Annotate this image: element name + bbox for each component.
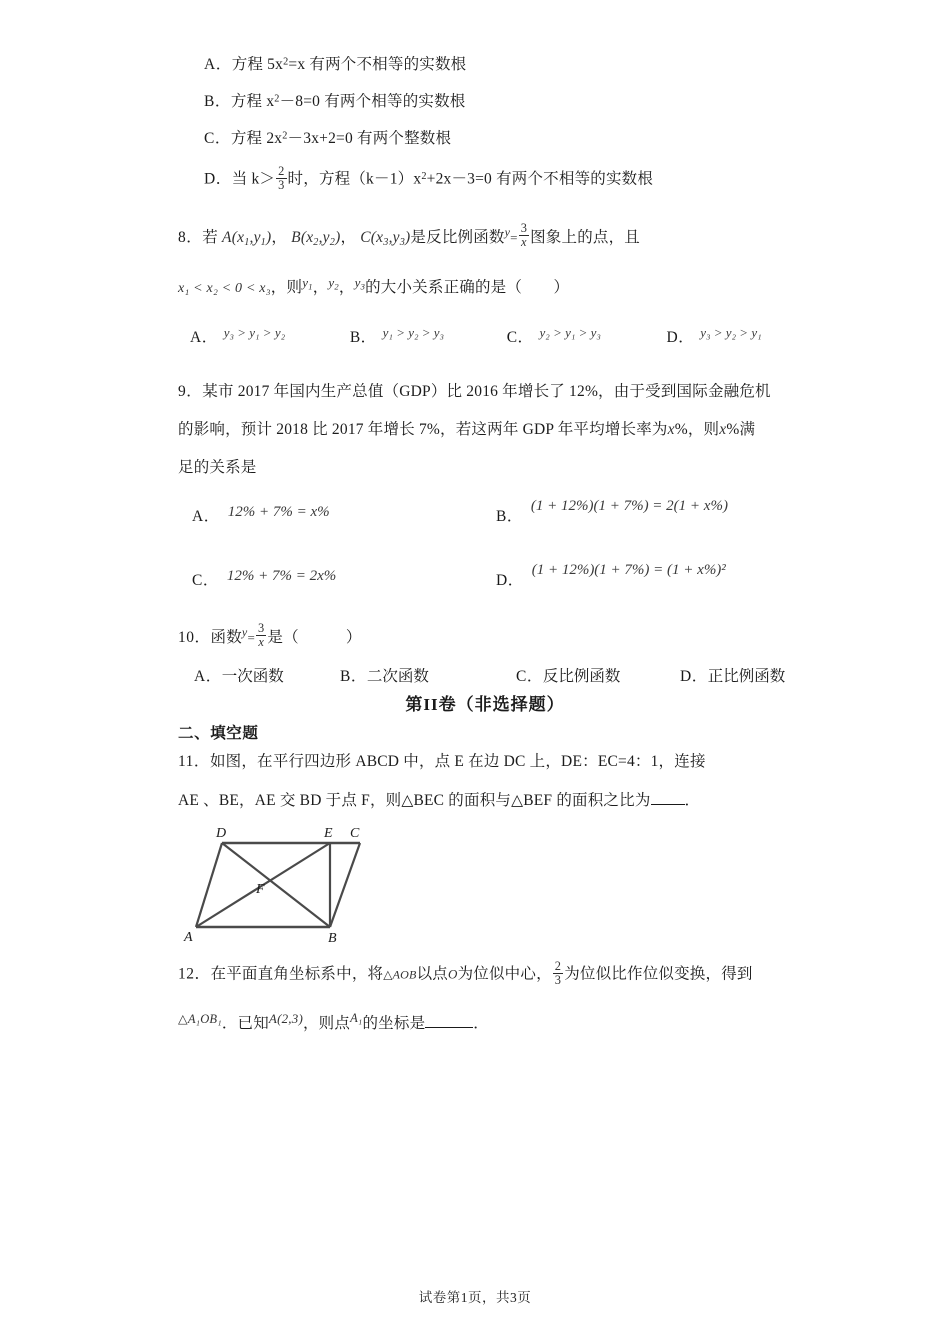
q10-function-equals: = [247,630,255,646]
q8-point-c-y-sub: 3 [399,236,406,248]
q8-point-a-y-sub: 1 [260,236,266,248]
q8-option-d-label: D． [666,328,695,346]
q7-option-c-label: C． [204,130,231,148]
q8-stem-line1: 8．若 $A(x_1,y_1)$， $B(x_2,y_2)$， $C(x_3,y_3)$是反比例函数$^y$= $\frac{3}{x}$ 图象上的点，且 [178,220,641,249]
q8-point-c-name: C [360,228,371,246]
section-fill-in-blank-title: 二、填空题 [178,725,259,743]
q8-option-a-label: A． [190,328,218,346]
q10-option-a[interactable] [194,664,340,686]
q12-answer-blank[interactable] [425,1027,473,1028]
volume-two-title: 第II卷（非选择题） [405,695,565,715]
q8-function-fraction [519,222,529,248]
q8-stem-text1: 若 [202,228,218,246]
q11-number: 11． [178,753,210,771]
q12-stem-text2d: ． [473,1015,489,1033]
q9-stem-line2 [178,417,792,442]
q7-option-c-text1: 方程 2x [230,130,283,148]
q10-option-b-text: 二次函数 [366,668,429,686]
q10-option-b[interactable] [340,664,516,686]
q12-stem-text2a: ．已知 [221,1015,269,1033]
q8-option-b[interactable] [350,325,507,347]
q8-point-b-x-sub: 2 [313,236,319,248]
q8-point-b-y: y [322,228,330,246]
q7-option-a [178,52,792,77]
q8-y1-letter: y [302,275,309,291]
q8-inequality: x₁ < x₂ < 0 < x₃ [178,281,271,297]
q12-stem-text2c: 的坐标是 [362,1015,426,1033]
q12-ratio-numerator: 2 [554,959,562,974]
q8-y1 [302,275,312,290]
q9-option-d-label: D． [496,572,524,590]
q10-option-c[interactable] [516,664,680,686]
q10-stem-text1: 函数 [210,629,242,647]
q7-option-d-fraction-numerator: 2 [278,164,285,179]
q12-number: 12． [178,965,211,983]
q9-option-a[interactable] [178,504,496,526]
q7-option-b-label: B． [204,93,231,111]
q12-stem-text1c: 为位似中心， [457,965,552,983]
q10-option-a-label: A． [194,668,222,686]
q11-stem-line1 [178,749,792,774]
q7-option-d-text3: +2x－3=0 有两个不相等的实数根 [426,170,654,188]
figure-label-E: E [324,826,333,842]
q12-stem-text1a: 在平面直角坐标系中，将 [210,965,384,983]
q9-option-d[interactable] [496,562,792,590]
q7-option-d-fraction-denominator: 3 [278,177,285,192]
q8-y3 [355,275,365,290]
q9-option-c-label: C． [192,572,219,590]
q8-stem-text5: 的大小关系正确的是（ ） [365,279,570,297]
q12-triangle-a1ob1: △A₁OB₁ [178,1012,222,1027]
q7-option-c-text2: －3x+2=0 有两个整数根 [287,130,452,148]
q7-option-a-text2: =x 有两个不相等的实数根 [288,56,467,73]
q8-function-y: y [504,224,511,239]
q9-options-grid [178,498,792,590]
q8-point-a-name: A [222,228,232,246]
q8-point-b-y-sub: 2 [329,236,336,248]
q10-options-row [178,664,792,686]
q10-option-c-text: 反比例函数 [542,668,621,686]
page-footer: 试卷第1页，共3页 [418,1290,532,1305]
q7-option-a-text1: 方程 5x [231,56,284,73]
q12-point-a: A(2,3) [268,1011,303,1027]
q8-point-a: $A(x_1,y_1)$ [222,228,272,248]
q8-number: 8． [178,228,203,246]
figure-label-C: C [350,826,360,842]
q10-option-d[interactable] [680,664,785,686]
q10-option-a-text: 一次函数 [221,668,284,686]
segment-BC [330,843,360,927]
q7-option-c-sup: 2 [282,130,288,142]
q9-stem-x2: x [719,421,727,439]
page-content [178,52,792,1036]
q8-y2-sub: 2 [334,281,339,292]
q8-option-a-expr: y₃ > y₁ > y₂ [223,324,286,340]
q8-point-c-y: y [392,228,400,246]
q10-option-d-label: D． [680,668,708,686]
q8-options-row [178,325,792,347]
q9-stem-text1: 某市 2017 年国内生产总值（GDP）比 2016 年增长了 12%，由于受到国际金融危机 [202,382,771,400]
q7-option-d-text2: 时，方程（k－1）x [287,170,422,188]
q8-y3-sub: 3 [360,281,366,292]
q12-ratio-denominator: 3 [554,973,562,988]
q8-option-b-label: B． [349,328,377,346]
q11-stem-line2 [178,788,792,813]
q9-stem-x1: x [667,421,675,439]
q8-stem-text2: 是反比例函数 [410,228,505,246]
q10-option-b-label: B． [340,668,367,686]
q10-stem-text2: 是（ ） [267,629,362,647]
q7-option-b-sup: 2 [274,93,280,105]
q9-stem-text2b: %，则 [674,421,720,439]
q8-option-c[interactable] [507,325,667,347]
q8-option-c-expr: y₂ > y₁ > y₃ [539,324,601,340]
q8-option-d-expr: y₃ > y₂ > y₁ [700,324,762,340]
q9-number: 9． [178,382,203,400]
q10-function-y: y [241,625,248,640]
q8-point-c-x: x [376,228,384,246]
q8-point-b-x: x [306,228,314,246]
q8-point-a-x: x [237,228,245,246]
figure-label-B: B [328,931,337,946]
q9-stem-text2c: %满 [726,421,756,439]
q8-function-numerator: 3 [520,220,528,235]
q10-function-numerator: 3 [258,621,265,636]
q8-point-c: $C(x_3,y_3)$ [360,228,411,248]
q8-option-a[interactable] [178,325,350,347]
q10-option-c-label: C． [516,668,543,686]
q7-option-d-sup: 2 [421,171,427,183]
q8-stem-line2: x₁ < x₂ < 0 < x₃，则$^{y_1}$，$^{y_2}$，$^{y_3}$的大小关系正确的是（ ） [178,275,570,297]
q7-option-b [178,89,792,114]
q9-option-a-label: A． [192,508,220,526]
q12-point-a1: A₁ [350,1011,363,1026]
q11-stem-text2b: ． [684,792,701,810]
q8-point-b: $B(x_2,y_2)$ [291,228,341,248]
q12-stem-line1 [178,960,792,987]
q12-stem-text1b: 以点 [416,965,448,983]
q7-option-d-label: D． [204,170,232,188]
q8-function-equals: = [510,229,518,245]
q9-stem-text2a: 的影响，预计 2018 比 2017 年增长 7%，若这两年 GDP 年平均增长率为 [178,421,668,439]
q8-y2 [328,275,338,290]
q9-stem-line1 [178,379,792,404]
q12-point-o: O [447,966,458,982]
q12-ratio-fraction [553,960,563,986]
q9-option-c[interactable] [178,568,496,590]
q7-option-a-sup: 2 [283,56,289,68]
q8-point-c-x-sub: 3 [383,236,389,248]
q12-stem-text2b: ，则点 [302,1015,351,1033]
q8-stem-text3: 图象上的点，且 [530,228,641,246]
q10-number: 10． [178,629,211,647]
q8-point-a-x-sub: 1 [244,236,250,248]
q9-option-b-label: B． [496,508,523,526]
q12-stem-line2 [178,1011,792,1036]
q7-option-b-text1: 方程 x [230,93,275,111]
q9-option-a-expr: 12% + 7% = x% [227,504,330,521]
q7-option-d [178,165,792,192]
q10-function-denominator: x [256,635,266,649]
q8-option-b-expr: y₁ > y₂ > y₃ [382,324,445,340]
q12-stem-text1d: 为位似比作位似变换，得到 [564,965,753,983]
q10-function-fraction [256,622,266,648]
q9-stem-text3: 足的关系是 [178,459,257,477]
figure-label-A: A [184,930,193,946]
q8-point-b-name: B [291,228,301,246]
q8-y3-letter: y [354,275,361,291]
segment-BD [222,843,330,927]
q7-option-a-label: A． [204,56,232,73]
q10-option-d-text: 正比例函数 [707,668,786,686]
q8-option-c-label: C． [506,328,534,346]
q8-stem-text4: ，则 [270,279,303,297]
q7-option-c [178,126,792,151]
q8-function-denominator: x [519,235,529,249]
figure-label-F: F [256,882,265,898]
q8-y1-sub: 1 [308,281,313,292]
q11-answer-blank[interactable] [651,804,685,805]
q9-option-d-expr: (1 + 12%)(1 + 7%) = (1 + x%)² [531,562,726,579]
q8-option-d[interactable] [667,325,793,347]
q9-option-b-expr: (1 + 12%)(1 + 7%) = 2(1 + x%) [530,498,728,515]
q7-option-b-text2: －8=0 有两个相等的实数根 [279,93,466,111]
q7-option-d-fraction [276,165,286,191]
q9-option-b[interactable] [496,498,792,526]
q11-stem-text1: 如图，在平行四边形 ABCD 中，点 E 在边 DC 上，DE：EC=4：1，连接 [209,753,706,771]
q9-stem-line3 [178,455,792,480]
q8-y2-letter: y [328,275,335,291]
q10-stem [178,622,792,650]
q12-triangle-aob: △AOB [383,967,417,982]
q9-option-c-expr: 12% + 7% = 2x% [226,568,337,585]
figure-label-D: D [216,826,227,842]
q11-figure-svg [178,823,378,945]
q8-point-a-y: y [253,228,261,246]
q11-stem-text2a: AE 、BE，AE 交 BD 于点 F，则△BEC 的面积与△BEF 的面积之比为 [178,792,651,810]
q11-figure-parallelogram [178,823,792,950]
q7-option-d-text1: 当 k＞ [231,170,276,188]
